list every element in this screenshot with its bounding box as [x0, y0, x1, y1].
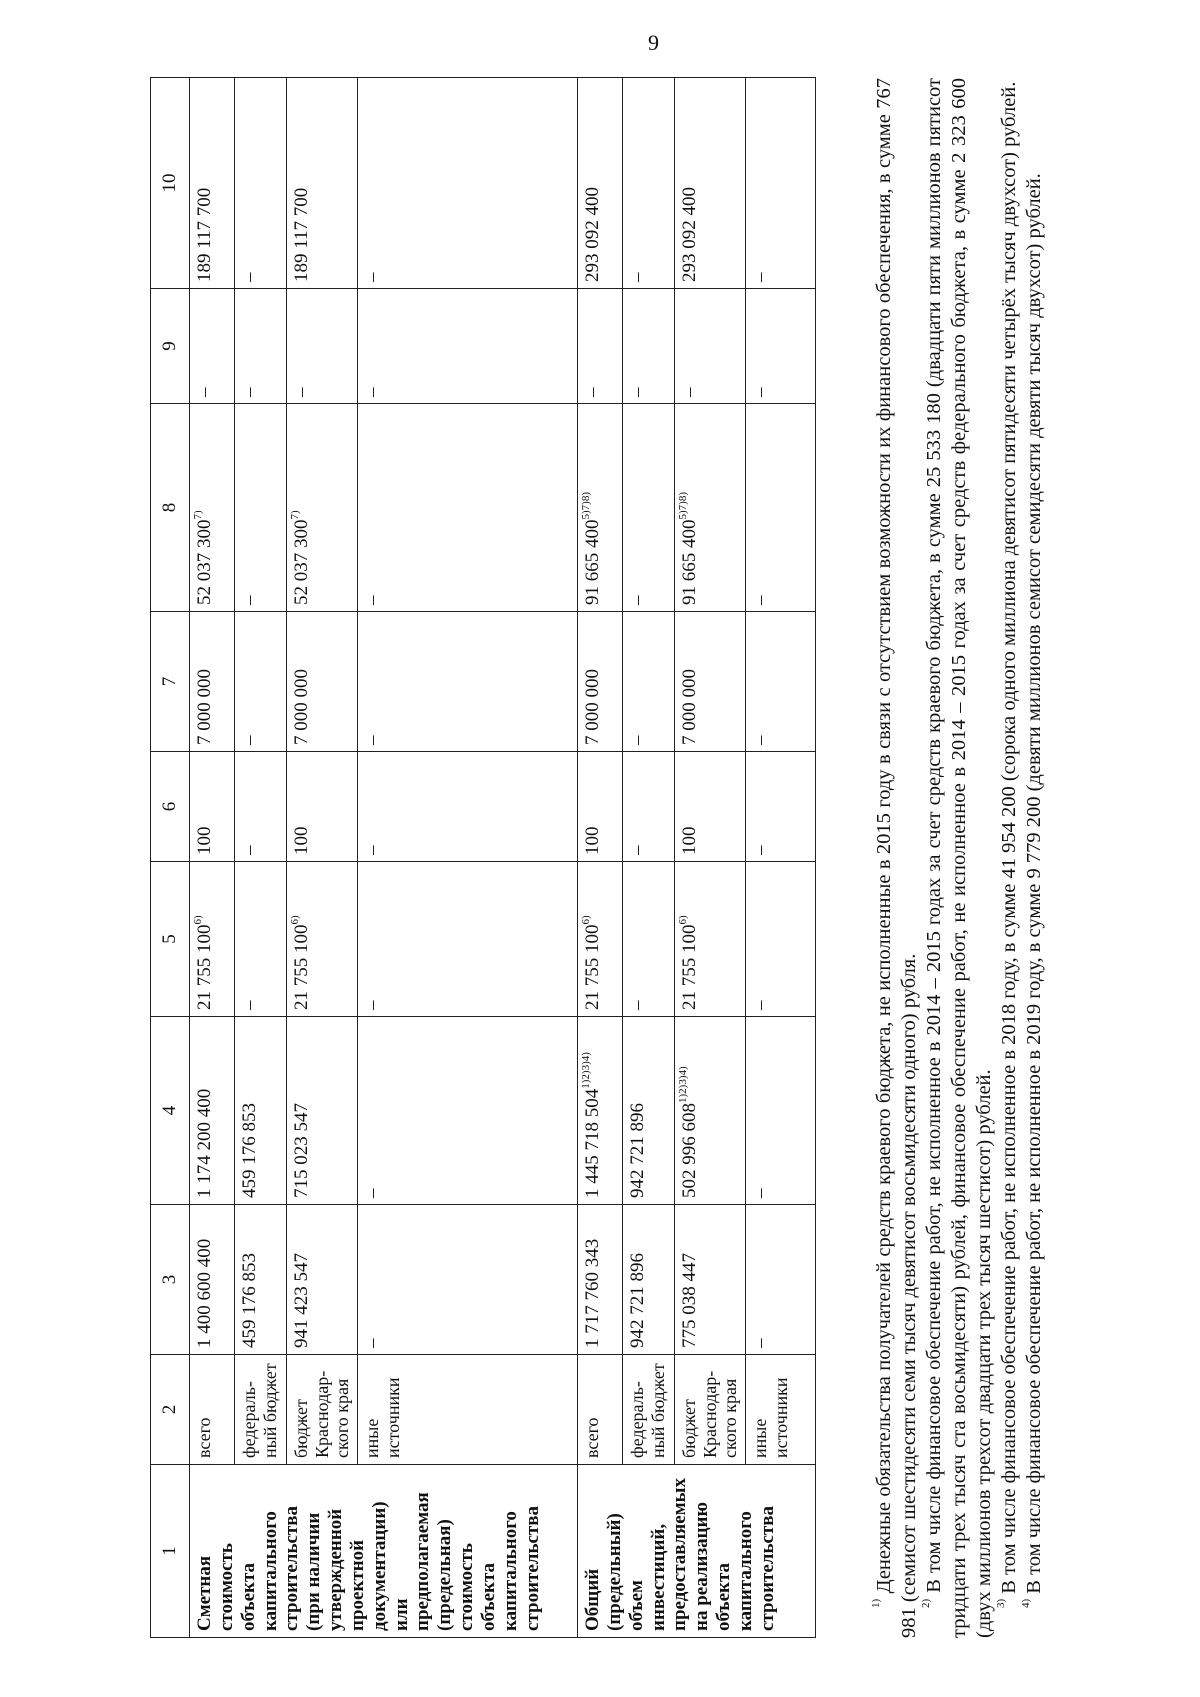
table-row — [578, 78, 623, 1638]
table-cell: – — [623, 289, 675, 404]
footnote-mark: 2) — [920, 1598, 932, 1608]
table-cell: – — [746, 1205, 816, 1355]
table-cell — [287, 862, 358, 1017]
table-cell: – — [235, 289, 287, 404]
cell-value: 21 755 100 — [291, 924, 312, 1010]
source-cell: федераль-ный бюджет — [623, 1355, 675, 1465]
source-cell: иные источники — [746, 1355, 816, 1465]
table-cell — [578, 862, 623, 1017]
table-cell: – — [358, 1205, 578, 1355]
column-header: 3 — [151, 1205, 190, 1355]
footnotes — [872, 78, 1047, 1638]
footnote-text: В том числе финансовое обеспечение работ, не исполненное в 2014 – 2015 годах за счет средств краевого бюджета, в сумме 25 533 180 (двадцати пяти миллионов пятисот тридцати трех тысяч ста восьмидесяти) рублей, финансовое обеспечение работ, не исполненное в 2014 – 2015 годах за счет средств федерального бюджета, в сумме 2 323 600 (двух миллионов трехсот двадцати трех тысяч шестисот) рублей. — [923, 78, 995, 1638]
row-group-label: Сметная стоимость объекта капитального строительства (при наличии утвержденной проектной документации) или предполагаемая (предельная) стоимость объекта капитального строительства — [190, 1465, 578, 1638]
table-cell: 941 423 547 — [287, 1205, 358, 1355]
column-header: 4 — [151, 1017, 190, 1205]
footnote-mark: 1) — [870, 1598, 882, 1608]
footnote — [872, 78, 922, 1638]
table-cell: – — [358, 1017, 578, 1205]
table-cell: 7 000 000 — [578, 612, 623, 752]
column-header: 10 — [151, 78, 190, 289]
footnote-ref: 7) — [192, 510, 204, 520]
table-cell: 100 — [287, 752, 358, 862]
source-cell: всего — [578, 1355, 623, 1465]
table-row — [235, 78, 287, 1638]
cell-value: 21 755 100 — [582, 924, 604, 1010]
table-cell: – — [623, 78, 675, 289]
footnote-ref: 6) — [677, 915, 690, 925]
table-cell: 293 092 400 — [675, 78, 746, 289]
footnote-ref: 5)7)8) — [580, 492, 593, 520]
table-cell: 775 038 447 — [675, 1205, 746, 1355]
table-cell: – — [358, 752, 578, 862]
source-cell: бюджет Краснодар-ского края — [675, 1355, 746, 1465]
cell-value: 502 996 608 — [679, 1103, 701, 1198]
footnote-mark: 4) — [1020, 1598, 1032, 1608]
footnote-ref: 7) — [289, 510, 301, 520]
investment-table — [150, 77, 816, 1638]
table-cell: – — [578, 289, 623, 404]
landscape-content — [150, 78, 1100, 1638]
column-header: 1 — [151, 1465, 190, 1638]
table-cell: – — [746, 752, 816, 862]
footnote-mark: 3) — [995, 1598, 1007, 1608]
table-cell: 942 721 896 — [623, 1017, 675, 1205]
footnote — [1022, 78, 1047, 1638]
table-row — [287, 78, 358, 1638]
table-cell — [287, 404, 358, 612]
table-cell: – — [358, 404, 578, 612]
footnote-ref: 1)2)3)4) — [677, 1066, 690, 1103]
table-cell: – — [358, 862, 578, 1017]
table-cell: – — [235, 78, 287, 289]
row-group-label: Общий (предельный) объем инвестиций, предоставляемых на реализацию объекта капитального строительства — [578, 1465, 816, 1638]
table-row — [190, 78, 235, 1638]
table-cell: 100 — [578, 752, 623, 862]
table-cell: – — [358, 612, 578, 752]
table-cell: – — [623, 862, 675, 1017]
cell-value: 91 665 400 — [582, 519, 604, 605]
footnote-text: В том числе финансовое обеспечение работ, не исполненное в 2019 году, в сумме 9 779 200 (девяти миллионов семисот семидесяти девяти тысяч двухсот) рублей. — [1023, 173, 1045, 1594]
table-cell: – — [190, 289, 235, 404]
rotated-page-content — [150, 78, 1100, 1638]
table-row — [746, 78, 816, 1638]
footnote — [997, 78, 1022, 1638]
table-cell: 189 117 700 — [287, 78, 358, 289]
column-header: 7 — [151, 612, 190, 752]
table-cell: – — [746, 1017, 816, 1205]
cell-value: 91 665 400 — [679, 519, 701, 605]
cell-value: 21 755 100 — [679, 924, 701, 1010]
table-cell: 189 117 700 — [190, 78, 235, 289]
table-cell: – — [235, 752, 287, 862]
table-cell — [578, 1017, 623, 1205]
table-cell: 1 717 760 343 — [578, 1205, 623, 1355]
table-cell: 459 176 853 — [235, 1205, 287, 1355]
cell-value: 1 445 718 504 — [582, 1088, 604, 1198]
cell-value: 52 037 300 — [291, 519, 312, 605]
table-cell: 7 000 000 — [190, 612, 235, 752]
table-cell: – — [623, 612, 675, 752]
table-cell: – — [287, 289, 358, 404]
header-row — [151, 78, 190, 1638]
table-cell: – — [623, 404, 675, 612]
footnote-ref: 6) — [289, 915, 301, 925]
table-cell: – — [358, 78, 578, 289]
table-cell — [675, 862, 746, 1017]
table-cell: – — [746, 612, 816, 752]
column-header: 2 — [151, 1355, 190, 1465]
table-cell: – — [235, 612, 287, 752]
table-cell — [578, 404, 623, 612]
source-cell: бюджет Краснодар-ского края — [287, 1355, 358, 1465]
table-cell: – — [235, 404, 287, 612]
footnote-ref: 5)7)8) — [677, 492, 690, 520]
table-cell: – — [675, 289, 746, 404]
table-row — [623, 78, 675, 1638]
source-cell: иные источники — [358, 1355, 578, 1465]
table-cell — [675, 1017, 746, 1205]
table-cell: 1 174 200 400 — [190, 1017, 235, 1205]
table-row — [358, 78, 578, 1638]
table-cell: 7 000 000 — [675, 612, 746, 752]
table-cell: 100 — [190, 752, 235, 862]
footnote-text: В том числе финансовое обеспечение работ, не исполненное в 2018 году, в сумме 41 954 200 (сорока одного миллиона девятисот пятидесяти четырёх тысяч двухсот) рублей. — [998, 81, 1020, 1594]
table-cell: 293 092 400 — [578, 78, 623, 289]
footnote-text: Денежные обязательства получателей средств краевого бюджета, не исполненные в 2015 году в связи с отсутствием возможности их финансового обеспечения, в сумме 767 981 (семисот шестидесяти семи тысяч девятисот восьмидесяти одного) рубля. — [873, 77, 920, 1638]
table-cell — [190, 862, 235, 1017]
column-header: 5 — [151, 862, 190, 1017]
table-row — [675, 78, 746, 1638]
table-cell: 942 721 896 — [623, 1205, 675, 1355]
source-cell: федераль-ный бюджет — [235, 1355, 287, 1465]
table-cell: 1 400 600 400 — [190, 1205, 235, 1355]
source-cell: всего — [190, 1355, 235, 1465]
table-cell: – — [235, 862, 287, 1017]
table-cell: 715 023 547 — [287, 1017, 358, 1205]
table-cell: – — [746, 404, 816, 612]
footnote-ref: 6) — [192, 915, 204, 925]
table-cell: – — [746, 78, 816, 289]
table-cell: 100 — [675, 752, 746, 862]
cell-value: 21 755 100 — [194, 924, 215, 1010]
footnote-ref: 6) — [580, 915, 593, 925]
table-cell — [675, 404, 746, 612]
column-header: 6 — [151, 752, 190, 862]
page-number: 9 — [648, 30, 659, 55]
table-cell: – — [746, 862, 816, 1017]
table-cell: – — [746, 289, 816, 404]
table-cell: – — [623, 752, 675, 862]
table-cell: 459 176 853 — [235, 1017, 287, 1205]
table-cell — [190, 404, 235, 612]
footnote-ref: 1)2)3)4) — [580, 1052, 593, 1089]
footnote — [922, 78, 997, 1638]
table-cell: 7 000 000 — [287, 612, 358, 752]
cell-value: 52 037 300 — [194, 519, 215, 605]
column-header: 8 — [151, 404, 190, 612]
column-header: 9 — [151, 289, 190, 404]
table-cell: – — [358, 289, 578, 404]
